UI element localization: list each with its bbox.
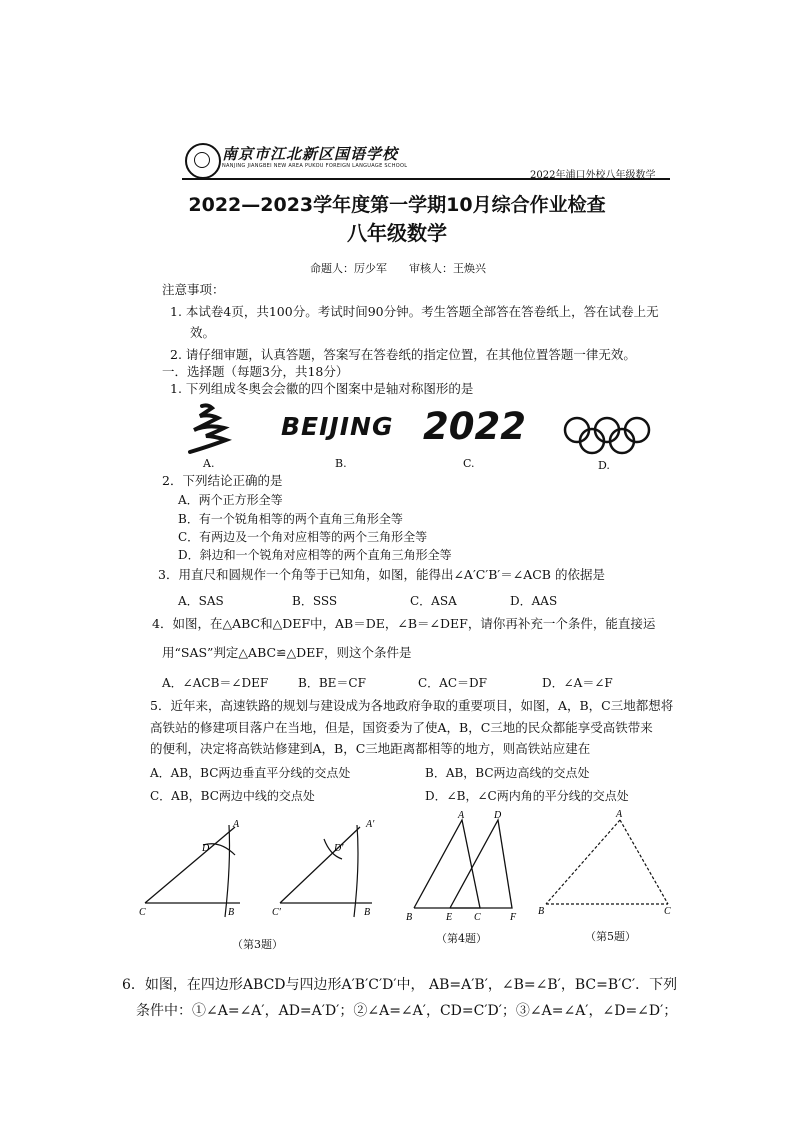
fig5-label-c: C: [664, 906, 671, 917]
q3-option-c: C．ASA: [410, 594, 457, 608]
note-1-cont: 效。: [190, 325, 216, 340]
fig5-label-a: A: [616, 809, 623, 820]
exam-subtitle: 八年级数学: [347, 221, 447, 245]
header-divider: [182, 178, 670, 180]
fig3-left-label-a: A: [233, 819, 240, 830]
q5-line-1: 5．近年来，高速铁路的规划与建设成为各地政府争取的重要项目，如图，A，B，C三地都想将: [150, 698, 674, 713]
exam-title: 2022—2023学年度第一学期10月综合作业检查: [188, 194, 606, 216]
fig4-label-f: F: [510, 912, 517, 923]
q5-option-c: C．AB，BC两边中线的交点处: [150, 789, 315, 803]
fig3-left-label-b: B: [228, 907, 235, 918]
q5-option-b: B．AB，BC两边高线的交点处: [425, 766, 590, 780]
fig3-left-label-d: D: [202, 843, 210, 854]
section-heading: 一．选择题（每题3分，共18分）: [162, 364, 349, 379]
figure-5-caption: （第5题）: [585, 930, 636, 943]
figure-3-right: [272, 815, 407, 925]
q2-option-c: C．有两边及一个角对应相等的两个三角形全等: [178, 530, 428, 544]
figure-4-caption: （第4题）: [436, 932, 487, 945]
school-english-name: NANJING JIANGBEI NEW AREA PUKOU FOREIGN LANGUAGE SCHOOL: [222, 163, 408, 169]
fig4-label-e: E: [446, 912, 453, 923]
q4-option-c: C．AC＝DF: [418, 676, 487, 690]
q4-option-b: B．BE＝CF: [298, 676, 366, 690]
q3-stem: 3．用直尺和圆规作一个角等于已知角，如图，能得出∠A′C′B′＝∠ACB 的依据是: [158, 567, 605, 582]
fig5-label-b: B: [538, 906, 545, 917]
q1-label-c: C.: [463, 457, 475, 470]
emblem-a-icon: [180, 402, 240, 457]
fig4-label-d: D: [494, 810, 502, 821]
q6-line-2: 条件中：①∠A=∠A′，AD=A′D′；②∠A=∠A′，CD=C′D′；③∠A=∠A′，∠D=∠D′；: [136, 1003, 678, 1019]
figure-5: [536, 808, 676, 918]
fig4-label-a: A: [458, 810, 465, 821]
q5-line-3: 的便利，决定将高铁站修建到A，B，C三地距离都相等的地方，则高铁站应建在: [150, 741, 591, 756]
fig3-right-label-b: B: [364, 907, 371, 918]
q3-option-a: A．SAS: [178, 594, 224, 608]
q1-label-b: B.: [335, 457, 347, 470]
note-2: 2. 请仔细审题，认真答题，答案写在答卷纸的指定位置，在其他位置答题一律无效。: [170, 347, 636, 362]
q2-option-b: B．有一个锐角相等的两个直角三角形全等: [178, 512, 403, 526]
q6-line-1: 6．如图，在四边形ABCD与四边形A′B′C′D′中， AB=A′B′，∠B=∠B′，BC=B′C′．下列: [122, 977, 678, 993]
notes-heading: 注意事项：: [162, 282, 225, 297]
school-seal-logo: [185, 143, 221, 179]
q4-stem-2: 用“SAS”判定△ABC≌△DEF，则这个条件是: [162, 645, 412, 660]
q5-option-a: A．AB，BC两边垂直平分线的交点处: [150, 766, 351, 780]
school-name: 南京市江北新区国语学校: [222, 145, 399, 163]
q3-option-b: B．SSS: [292, 594, 338, 608]
header-right-text: 2022年浦口外校八年级数学: [530, 170, 656, 181]
fig4-label-c: C: [474, 912, 481, 923]
figure-3-caption: （第3题）: [232, 938, 283, 951]
authors-line: 命题人：厉少军 审核人：王焕兴: [310, 262, 486, 275]
q4-option-a: A．∠ACB＝∠DEF: [162, 676, 269, 690]
fig3-right-label-c: C′: [272, 907, 281, 918]
fig3-right-label-d: D′: [334, 843, 344, 854]
q3-option-d: D．AAS: [510, 594, 558, 608]
figure-4: [400, 808, 525, 928]
figure-3-left: [135, 815, 270, 925]
q4-option-d: D．∠A＝∠F: [542, 676, 613, 690]
q5-option-d: D．∠B，∠C两内角的平分线的交点处: [425, 789, 629, 803]
note-1: 1. 本试卷4页，共100分。考试时间90分钟。考生答题全部答在答卷纸上，答在试卷上无: [170, 304, 659, 319]
emblem-b-beijing: BEIJING: [281, 412, 394, 441]
q4-stem-1: 4．如图，在△ABC和△DEF中，AB＝DE，∠B＝∠DEF，请你再补充一个条件，能直接运: [152, 616, 656, 631]
q2-stem: 2．下列结论正确的是: [162, 473, 283, 488]
q1-label-d: D.: [598, 459, 610, 472]
q1-label-a: A.: [203, 457, 215, 470]
q2-option-d: D．斜边和一个锐角对应相等的两个直角三角形全等: [178, 548, 452, 562]
fig3-right-label-a: A′: [366, 819, 375, 830]
fig4-label-b: B: [406, 912, 413, 923]
q5-line-2: 高铁站的修建项目落户在当地，但是，国资委为了使A，B，C三地的民众都能享受高铁带来: [150, 720, 653, 735]
q2-option-a: A．两个正方形全等: [178, 493, 283, 507]
q1-stem: 1. 下列组成冬奥会会徽的四个图案中是轴对称图形的是: [170, 381, 474, 396]
fig3-left-label-c: C: [139, 907, 146, 918]
olympic-rings-icon: [560, 415, 655, 455]
emblem-c-2022: 2022: [423, 405, 526, 448]
